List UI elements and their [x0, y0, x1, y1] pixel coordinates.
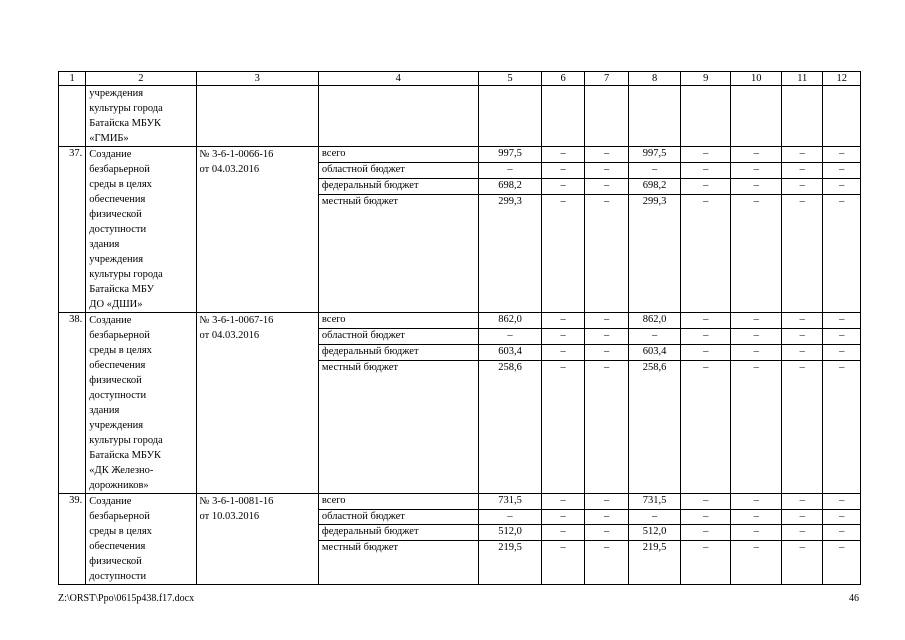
funding-source: всего: [318, 313, 478, 329]
measure-name: [86, 147, 196, 313]
name-line: Батайска МБУК: [89, 118, 162, 129]
cell-c8: –: [629, 328, 681, 344]
funding-source: всего: [318, 147, 478, 163]
cell-c6: –: [542, 540, 584, 585]
cell-c7: –: [584, 147, 628, 163]
cell-c7: –: [584, 344, 628, 360]
col-header-6: 6: [542, 72, 584, 86]
cell-c7: –: [584, 525, 628, 541]
cell-c8: 219,5: [629, 540, 681, 585]
cell-c7: –: [584, 494, 628, 510]
row-number: 39.: [59, 494, 86, 585]
name-line: безбарьерной: [89, 330, 150, 341]
cell-c9: –: [680, 509, 731, 525]
continuation-row: [59, 86, 861, 147]
funding-source: областной бюджет: [318, 509, 478, 525]
cell-c8: 997,5: [629, 147, 681, 163]
cell-c12: –: [823, 344, 861, 360]
cell-c12: –: [823, 147, 861, 163]
name-line: доступности: [89, 571, 147, 582]
cell-c8: 258,6: [629, 360, 681, 493]
cell-c9: –: [680, 195, 731, 313]
footer-file-path: Z:\ORST\Ppo\0615p438.f17.docx: [58, 593, 195, 604]
cell-c6: –: [542, 163, 584, 179]
funding-source: федеральный бюджет: [318, 525, 478, 541]
cell-c5: 698,2: [478, 179, 542, 195]
cell-c5: –: [478, 163, 542, 179]
cell-c7: –: [584, 540, 628, 585]
cell-c6: –: [542, 147, 584, 163]
document-ref: [196, 494, 318, 585]
cell-c9: –: [680, 344, 731, 360]
name-line: здания: [89, 239, 120, 250]
cell-c11: –: [782, 344, 823, 360]
name-line: культуры города: [89, 435, 163, 446]
cell-c11: –: [782, 195, 823, 313]
cell-c9: –: [680, 179, 731, 195]
funding-source: областной бюджет: [318, 328, 478, 344]
cell-c10: –: [731, 344, 782, 360]
cell-c9: –: [680, 328, 731, 344]
cell-c10: –: [731, 179, 782, 195]
cell-c11: –: [782, 360, 823, 493]
cell-c10: –: [731, 147, 782, 163]
cell-c6: –: [542, 313, 584, 329]
funding-source: местный бюджет: [318, 195, 478, 313]
row-number: 37.: [59, 147, 86, 313]
cell-c12: –: [823, 525, 861, 541]
col-header-3: 3: [196, 72, 318, 86]
cell-c8: –: [629, 163, 681, 179]
cell-c5: –: [478, 328, 542, 344]
cell-c12: –: [823, 313, 861, 329]
cell-c11: –: [782, 313, 823, 329]
name-line: безбарьерной: [89, 511, 150, 522]
cell-c10: –: [731, 525, 782, 541]
name-line: доступности: [89, 224, 147, 235]
name-line: дорожников»: [89, 480, 149, 491]
cell-c5: 731,5: [478, 494, 542, 510]
name-line: физической: [89, 556, 142, 567]
cell-c8: –: [629, 509, 681, 525]
cell-c10: –: [731, 313, 782, 329]
cell-c9: –: [680, 147, 731, 163]
name-line: обеспечения: [89, 194, 146, 205]
col-header-9: 9: [680, 72, 731, 86]
cell-c10: –: [731, 163, 782, 179]
cell-c9: –: [680, 494, 731, 510]
name-line: Создание: [89, 315, 132, 326]
cell-c10: –: [731, 195, 782, 313]
funding-source: местный бюджет: [318, 540, 478, 585]
budget-table: [58, 71, 861, 585]
cell-c11: –: [782, 525, 823, 541]
cell-c9: –: [680, 360, 731, 493]
name-line: физической: [89, 375, 142, 386]
cell-c8: 731,5: [629, 494, 681, 510]
cell-c7: –: [584, 163, 628, 179]
cell-c11: –: [782, 328, 823, 344]
cell-c6: –: [542, 494, 584, 510]
doc-line: от 04.03.2016: [199, 330, 260, 341]
cell-c6: –: [542, 328, 584, 344]
header-row: [59, 72, 861, 86]
cell-c6: –: [542, 179, 584, 195]
doc-line: № 3-6-1-0081-16: [199, 496, 274, 507]
funding-source: областной бюджет: [318, 163, 478, 179]
document-ref: [196, 147, 318, 313]
name-line: среды в целях: [89, 179, 152, 190]
cell-c12: –: [823, 540, 861, 585]
name-line: здания: [89, 405, 120, 416]
cell-c11: –: [782, 163, 823, 179]
cell-c12: –: [823, 494, 861, 510]
cell-c7: –: [584, 179, 628, 195]
cell-c10: –: [731, 540, 782, 585]
name-line: доступности: [89, 390, 147, 401]
name-line: учреждения: [89, 420, 144, 431]
cell-c5: 512,0: [478, 525, 542, 541]
cell-c12: –: [823, 360, 861, 493]
cell-c5: 219,5: [478, 540, 542, 585]
cell-c10: –: [731, 328, 782, 344]
table-row: [59, 313, 861, 329]
name-line: среды в целях: [89, 526, 152, 537]
footer-page-number: 46: [849, 593, 859, 604]
col-header-1: 1: [59, 72, 86, 86]
cell-c9: –: [680, 525, 731, 541]
cell-c7: –: [584, 328, 628, 344]
funding-source: всего: [318, 494, 478, 510]
cell-c12: –: [823, 195, 861, 313]
cell-c5: 997,5: [478, 147, 542, 163]
col-header-10: 10: [731, 72, 782, 86]
table-row: [59, 147, 861, 163]
cell-c8: 299,3: [629, 195, 681, 313]
cell-c8: 698,2: [629, 179, 681, 195]
name-line: ДО «ДШИ»: [89, 299, 143, 310]
name-line: обеспечения: [89, 541, 146, 552]
name-line: физической: [89, 209, 142, 220]
cell-c11: –: [782, 509, 823, 525]
name-line: учреждения: [89, 88, 144, 99]
cell-c5: 299,3: [478, 195, 542, 313]
funding-source: федеральный бюджет: [318, 179, 478, 195]
name-line: безбарьерной: [89, 164, 150, 175]
cell-c5: 603,4: [478, 344, 542, 360]
name-line: культуры города: [89, 103, 163, 114]
measure-name: [86, 494, 196, 585]
funding-source: федеральный бюджет: [318, 344, 478, 360]
cell-c9: –: [680, 163, 731, 179]
row-number: 38.: [59, 313, 86, 494]
cell-c10: –: [731, 360, 782, 493]
cell-c5: –: [478, 509, 542, 525]
cell-c11: –: [782, 179, 823, 195]
name-line: «ДК Железно-: [89, 465, 154, 476]
cell-c7: –: [584, 509, 628, 525]
cell-c6: –: [542, 344, 584, 360]
name-line: обеспечения: [89, 360, 146, 371]
cell-c5: 258,6: [478, 360, 542, 493]
col-header-2: 2: [86, 72, 196, 86]
document-ref: [196, 313, 318, 494]
doc-line: № 3-6-1-0067-16: [199, 315, 274, 326]
cell-c12: –: [823, 509, 861, 525]
cell-c8: 512,0: [629, 525, 681, 541]
cell-c12: –: [823, 328, 861, 344]
cell-c8: 603,4: [629, 344, 681, 360]
cell-c11: –: [782, 494, 823, 510]
name-line: среды в целях: [89, 345, 152, 356]
cell-c12: –: [823, 163, 861, 179]
cell-c7: –: [584, 313, 628, 329]
cell-c6: –: [542, 360, 584, 493]
cell-c12: –: [823, 179, 861, 195]
doc-line: от 04.03.2016: [199, 164, 260, 175]
cell-c5: 862,0: [478, 313, 542, 329]
name-line: «ГМИБ»: [89, 133, 129, 144]
cell-c9: –: [680, 313, 731, 329]
doc-line: № 3-6-1-0066-16: [199, 149, 274, 160]
cell-c8: 862,0: [629, 313, 681, 329]
continuation-name: [86, 86, 196, 147]
col-header-7: 7: [584, 72, 628, 86]
col-header-8: 8: [629, 72, 681, 86]
measure-name: [86, 313, 196, 494]
cell-c10: –: [731, 494, 782, 510]
funding-source: местный бюджет: [318, 360, 478, 493]
name-line: культуры города: [89, 269, 163, 280]
col-header-11: 11: [782, 72, 823, 86]
col-header-4: 4: [318, 72, 478, 86]
cell-c7: –: [584, 195, 628, 313]
cell-c11: –: [782, 147, 823, 163]
cell-c7: –: [584, 360, 628, 493]
cell-c10: –: [731, 509, 782, 525]
cell-c6: –: [542, 525, 584, 541]
name-line: Батайска МБУК: [89, 450, 162, 461]
cell-c11: –: [782, 540, 823, 585]
doc-line: от 10.03.2016: [199, 511, 260, 522]
cell-c6: –: [542, 509, 584, 525]
table-row: [59, 494, 861, 510]
name-line: Создание: [89, 496, 132, 507]
cell-c6: –: [542, 195, 584, 313]
name-line: учреждения: [89, 254, 144, 265]
cell-c9: –: [680, 540, 731, 585]
col-header-12: 12: [823, 72, 861, 86]
name-line: Создание: [89, 149, 132, 160]
col-header-5: 5: [478, 72, 542, 86]
name-line: Батайска МБУ: [89, 284, 155, 295]
